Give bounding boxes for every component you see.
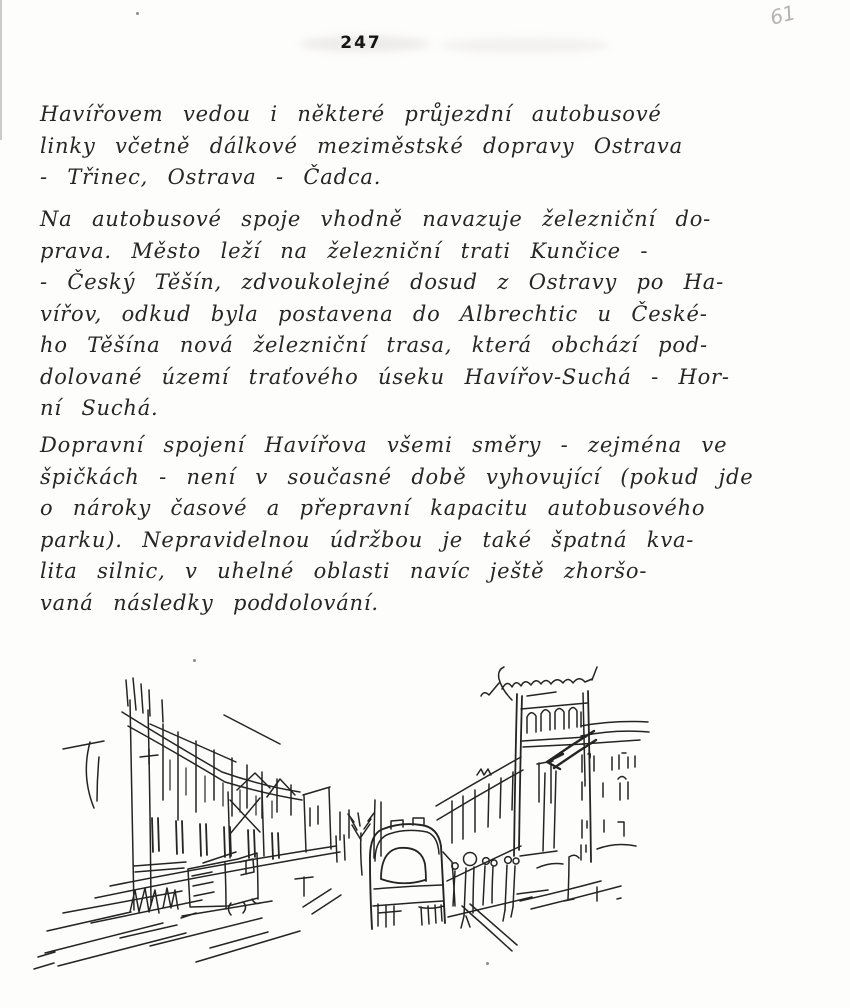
handwritten-line: Havířovem vedou i některé průjezdní autobusové bbox=[40, 102, 662, 126]
handwritten-line: o nároky časové a přepravní kapacitu autobusového bbox=[40, 496, 706, 520]
handwritten-line: dolované území traťového úseku Havířov-Suchá - Hor- bbox=[40, 364, 730, 389]
delivery-truck bbox=[181, 852, 260, 918]
left-building bbox=[63, 678, 340, 913]
pencil-corner-note: 61 bbox=[767, 0, 798, 30]
handwritten-line: - Český Těšín, zdvoukolejné dosud z Ostravy po Ha- bbox=[40, 270, 724, 294]
handwritten-line: vaná následky poddolování. bbox=[40, 590, 379, 615]
handwritten-line: vířov, odkud byla postavena do Albrechtic u České- bbox=[40, 301, 708, 326]
street-markings bbox=[34, 889, 341, 969]
handwritten-line: ho Těšína nová železniční trasa, která obchází pod- bbox=[40, 333, 708, 357]
page-number: 247 bbox=[340, 33, 382, 53]
handwritten-line: linky včetně dálkové meziměstské dopravy Ostrava bbox=[40, 133, 683, 158]
handwritten-line: - Třinec, Ostrava - Čadca. bbox=[40, 165, 382, 189]
handwritten-line: lita silnic, v uhelné oblasti navíc ještě zhoršo- bbox=[40, 559, 648, 583]
tower-building bbox=[481, 667, 597, 862]
bus-rear bbox=[370, 818, 455, 929]
handwritten-line: špičkách - není v současné době vyhovující (pokud jde bbox=[40, 464, 754, 489]
handwritten-line: Na autobusové spoje vhodně navazuje železniční do- bbox=[40, 207, 712, 231]
pedestrians bbox=[448, 853, 563, 929]
handwritten-line: parku). Nepravidelnou údržbou je také špatná kva- bbox=[40, 527, 695, 552]
traffic-sign bbox=[295, 877, 313, 896]
handwritten-line: ní Suchá. bbox=[40, 396, 159, 420]
handwritten-line: prava. Město leží na železniční trati Kunčice - bbox=[40, 238, 649, 263]
handwritten-line: Dopravní spojení Havířova všemi směry - zejména ve bbox=[40, 433, 728, 457]
